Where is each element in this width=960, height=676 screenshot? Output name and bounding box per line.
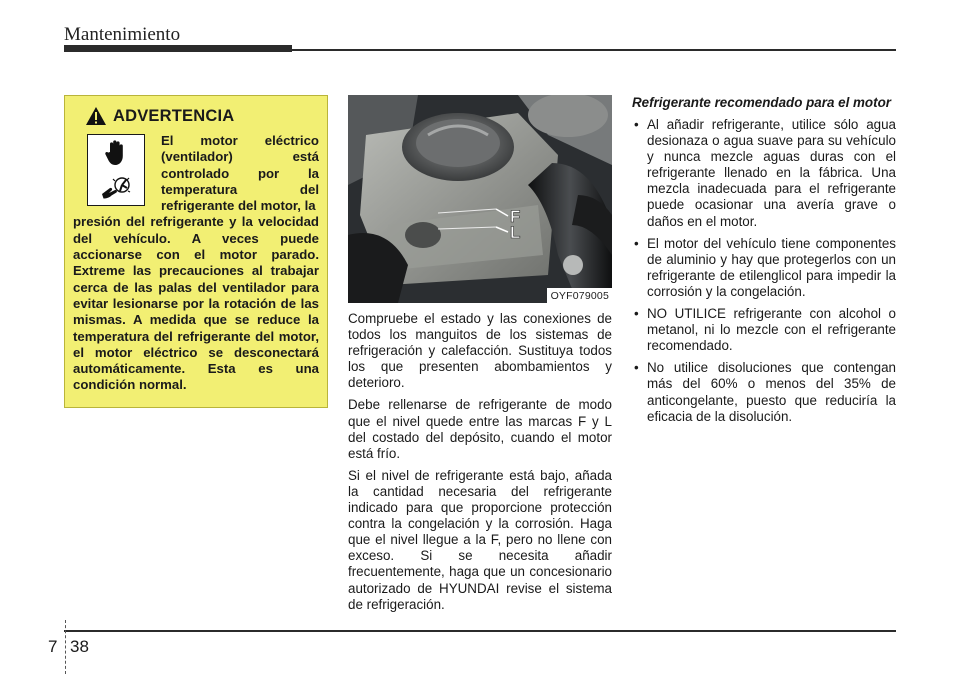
bullet-dot: •	[634, 235, 639, 251]
warning-top	[73, 133, 319, 214]
bullet-dot: •	[634, 306, 639, 322]
warning-text-short: El motor eléctrico (ventilador) está controlado por la temperatura del refrigerante del motor, la	[161, 133, 319, 214]
paragraph: Compruebe el estado y las conexiones de todos los manguitos de los sistemas de refrigeración y calefacción. Sustituya todos los que presenten abombamientos y deterioro.	[348, 311, 612, 391]
bullet-text: Al añadir refrigerante, utilice sólo agua desionaza o agua suave para su vehículo y nunca mezcle aguas duras con el refrigerante llenado en la fábrica. Una mezcla inadecuada para el refrigerante puede ocasionar una avería grave o daños en el motor.	[647, 117, 896, 229]
bullet-dot: •	[634, 360, 639, 376]
bullet-text: El motor del vehículo tiene componentes de aluminio y hay que protegerlos con un refrigerante de etilenglicol para impedir la corrosión y la congelación.	[647, 235, 896, 299]
hand-stop-icon	[101, 138, 131, 168]
page-number: 38	[70, 637, 89, 656]
warning-triangle-icon	[85, 106, 107, 126]
bullet-item	[632, 117, 896, 230]
photo-mark-f: F	[510, 207, 521, 226]
bullet-list	[632, 117, 896, 425]
warning-icon-frame	[87, 134, 145, 206]
bullet-item	[632, 360, 896, 424]
fan-hand-icon	[99, 174, 133, 202]
right-column	[632, 95, 896, 431]
footer-rule	[64, 630, 896, 632]
page-header-title: Mantenimiento	[64, 24, 181, 45]
bullet-item	[632, 306, 896, 354]
photo-code-label: OYF079005	[547, 288, 612, 303]
bullet-item	[632, 236, 896, 300]
header-rule-thick	[64, 45, 292, 52]
warning-box	[64, 95, 328, 408]
header-rule-thin	[292, 49, 896, 51]
paragraph: Si el nivel de refrigerante está bajo, añada la cantidad necesaria del refrigerante indicado para que proporcione protección contra la congelación y la corrosión. Haga que el nivel llegue a la F, pero no llene con exceso. Si se necesita añadir frecuentemente, haga que un concesionario autorizado de HYUNDAI revise el sistema de refrigeración.	[348, 467, 612, 612]
bullet-dot: •	[634, 117, 639, 132]
warning-title-row	[85, 105, 319, 127]
middle-column	[348, 311, 612, 619]
engine-photo	[348, 95, 612, 303]
paragraph: Debe rellenarse de refrigerante de modo que el nivel quede entre las marcas F y L del costado del depósito, cuando el motor está frío.	[348, 397, 612, 461]
bullet-text: No utilice disoluciones que contengan más del 60% o menos del 35% de anticongelante, puesto que reduciría la eficacia de la disolución.	[647, 360, 896, 424]
warning-title: ADVERTENCIA	[113, 106, 235, 125]
footer-divider	[65, 620, 66, 674]
photo-mark-l: L	[510, 223, 521, 242]
chapter-number: 7	[48, 637, 58, 656]
bullet-text: NO UTILICE refrigerante con alcohol o metanol, ni lo mezcle con el refrigerante recomendado.	[647, 306, 896, 354]
warning-text-long: presión del refrigerante y la velocidad del vehículo. A veces puede accionarse con el motor parado. Extreme las precauciones al trabajar cerca de las palas del ventilador para evitar lesionarse por la rotación de las mismas. A medida que se reduce la temperatura del refrigerante del motor, el motor eléctrico se desconectará automáticamente. Esta es una condición normal.	[73, 214, 319, 393]
section-title: Refrigerante recomendado para el motor	[632, 95, 891, 110]
coolant-reservoir-illustration	[348, 95, 612, 303]
